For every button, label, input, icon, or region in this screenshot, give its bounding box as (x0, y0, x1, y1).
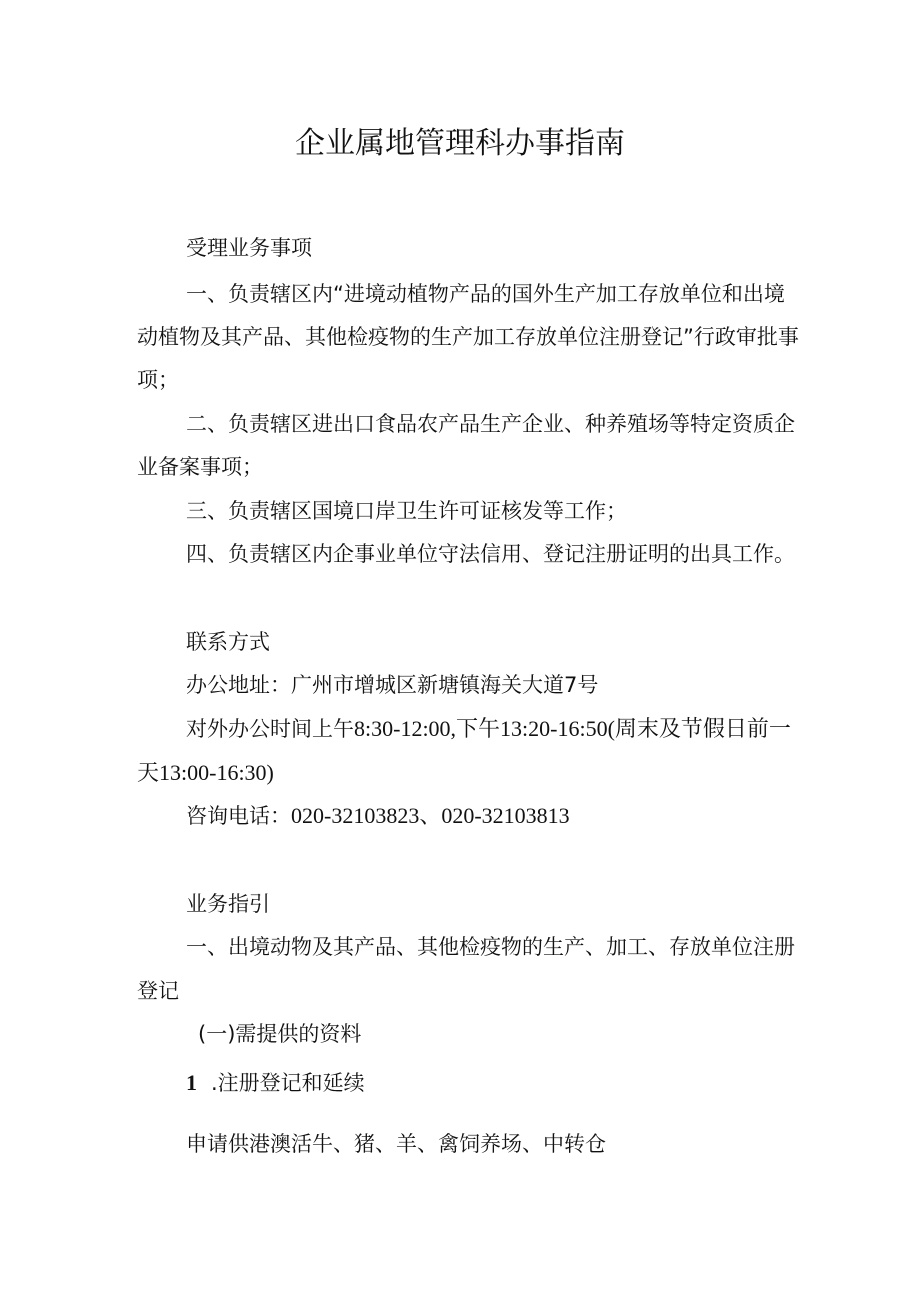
scope-item-1-line-3: 项； (137, 368, 179, 392)
section-heading-guide: 业务指引 (186, 892, 270, 916)
scope-item-2-line-1: 二、负责辖区进出口食品农产品生产企业、种养殖场等特定资质企 (186, 412, 795, 436)
guide-item-1-line-2: 登记 (137, 979, 179, 1003)
hours-label: 对外办公时间上午 (186, 717, 354, 741)
guide-apply-line: 申请供港澳活牛、猪、羊、禽饲养场、中转仓 (186, 1132, 606, 1156)
guide-point-1 (186, 1068, 365, 1098)
contact-phone (186, 801, 570, 831)
phone-value: 020-32103823、020-32103813 (291, 803, 570, 828)
point-text: .注册登记和延续 (211, 1071, 365, 1095)
scope-item-1-line-2: 动植物及其产品、其他检疫物的生产加工存放单位注册登记”行政审批事 (137, 325, 799, 349)
scope-item-4: 四、负责辖区内企事业单位守法信用、登记注册证明的出具工作。 (186, 542, 795, 566)
guide-sub-1: (一)需提供的资料 (198, 1022, 362, 1046)
contact-hours-line-1 (186, 714, 791, 744)
hours-value: 8:30-12:00,下午13:20-16:50(周末及节假日前一 (354, 716, 791, 741)
phone-label: 咨询电话： (186, 804, 291, 828)
page-title: 企业属地管理科办事指南 (295, 126, 625, 161)
hours-weekend-value: 天13:00-16:30) (137, 760, 274, 785)
contact-hours-line-2 (137, 758, 274, 788)
scope-item-2-line-2: 业备案事项； (137, 455, 263, 479)
contact-address (186, 670, 598, 700)
point-number: 1 (186, 1070, 197, 1095)
scope-item-3: 三、负责辖区国境口岸卫生许可证核发等工作； (186, 499, 627, 523)
guide-item-1-line-1: 一、出境动物及其产品、其他检疫物的生产、加工、存放单位注册 (186, 935, 795, 959)
section-heading-scope: 受理业务事项 (186, 236, 312, 260)
section-heading-contact: 联系方式 (186, 630, 270, 654)
address-label: 办公地址： (186, 673, 291, 697)
address-value: 广州市增城区新塘镇海关大道7号 (291, 673, 599, 697)
scope-item-1-line-1: 一、负责辖区内“进境动植物产品的国外生产加工存放单位和出境 (186, 282, 785, 306)
